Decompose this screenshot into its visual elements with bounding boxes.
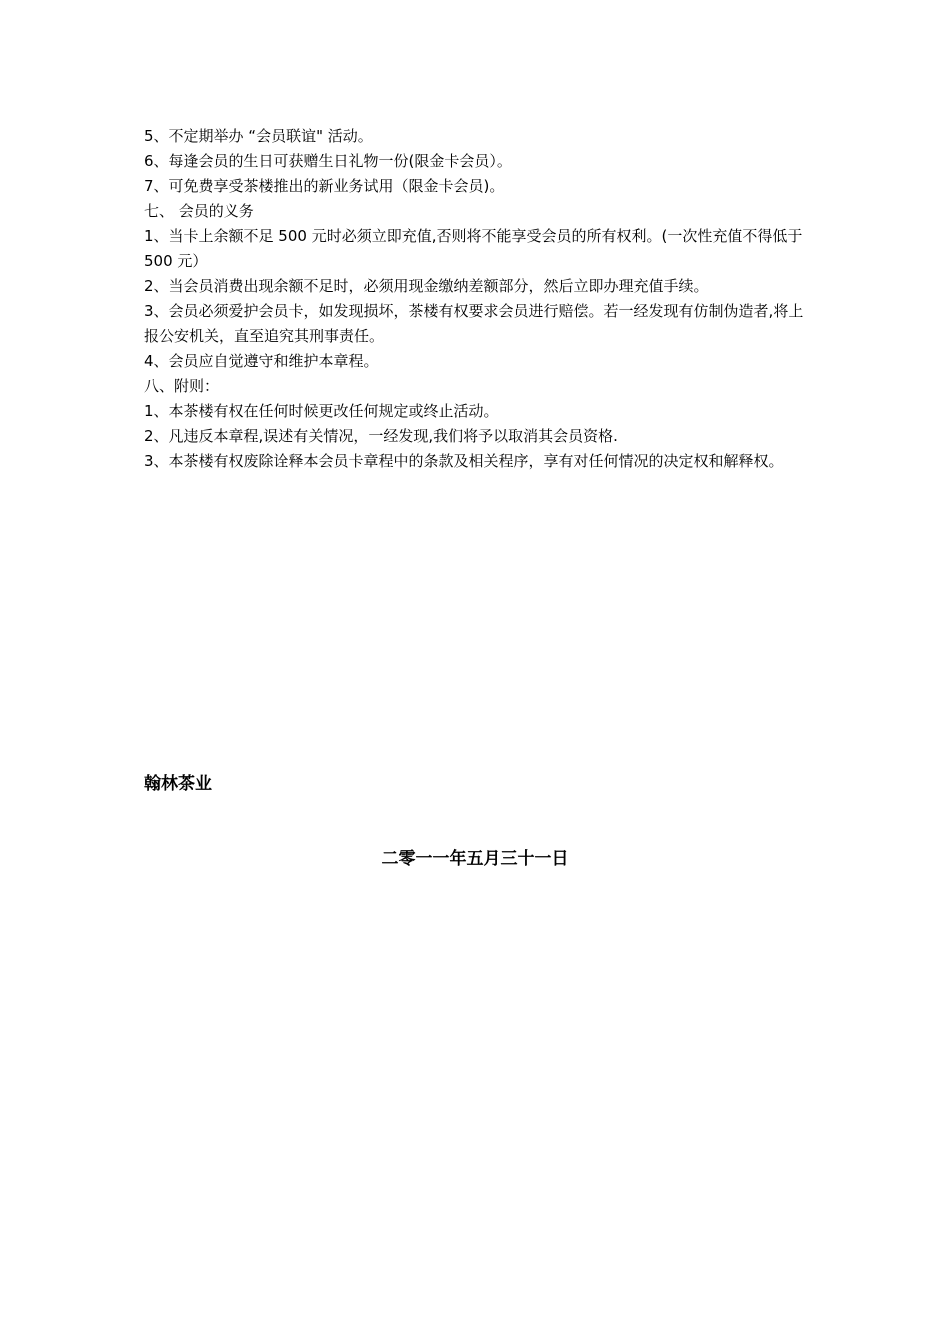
document-date: 二零一一年五月三十一日 (381, 849, 569, 869)
document-body (144, 124, 808, 474)
company-name: 翰林茶业 (144, 774, 212, 794)
paragraph-supplementary-1: 1、本茶楼有权在任何时候更改任何规定或终止活动。 (144, 402, 499, 420)
paragraph-supplementary-2: 2、凡违反本章程,误述有关情况，一经发现,我们将予以取消其会员资格. (144, 427, 618, 445)
paragraph-benefit-7: 7、可免费享受茶楼推出的新业务试用（限金卡会员)。 (144, 177, 505, 195)
paragraph-obligation-4: 4、会员应自觉遵守和维护本章程。 (144, 352, 379, 370)
paragraph-supplementary-3: 3、本茶楼有权废除诠释本会员卡章程中的条款及相关程序，享有对任何情况的决定权和解释权。 (144, 452, 784, 470)
paragraph-benefit-6: 6、每逢会员的生日可获赠生日礼物一份(限金卡会员）。 (144, 152, 512, 170)
paragraph-obligation-3: 3、会员必须爱护会员卡，如发现损坏，茶楼有权要求会员进行赔偿。若一经发现有仿制伪造者,将上报公安机关，直至追究其刑事责任。 (144, 302, 804, 345)
section-heading-obligations: 七、 会员的义务 (144, 202, 254, 220)
paragraph-benefit-5: 5、不定期举办 “会员联谊" 活动。 (144, 127, 373, 145)
section-heading-supplementary: 八、附则： (144, 377, 220, 395)
paragraph-obligation-2: 2、当会员消费出现余额不足时，必须用现金缴纳差额部分，然后立即办理充值手续。 (144, 277, 709, 295)
paragraph-obligation-1: 1、当卡上余额不足 500 元时必须立即充值,否则将不能享受会员的所有权利。(一次性充值不得低于 500 元） (144, 227, 803, 270)
